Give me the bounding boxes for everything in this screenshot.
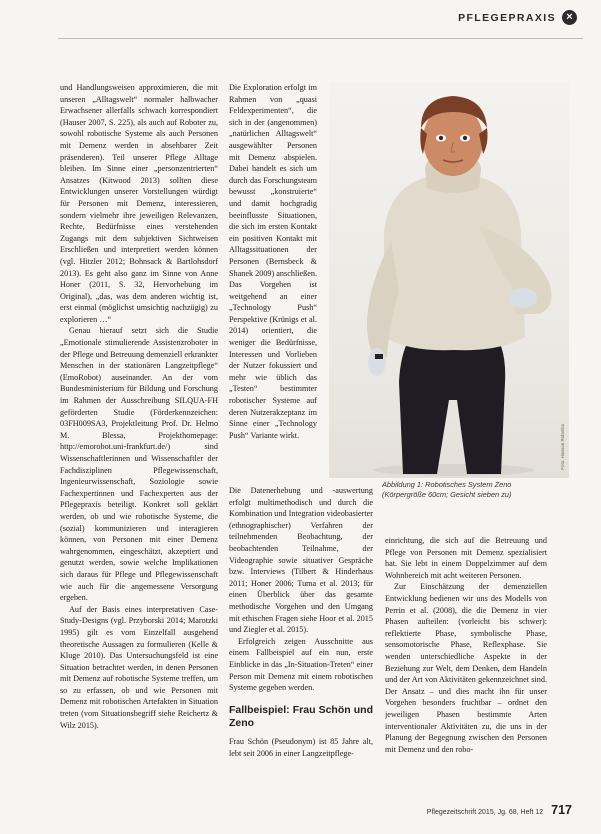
text-column-3	[385, 535, 547, 813]
paragraph: Die Datenerhebung und -auswertung erfolgt multimethodisch und durch die Kombination und Integration videobasierter (ethnographischer) Verfahren der teilnehmenden Beobachtung, der beobachtenden Teilnahme, der Videographie sowie situativer Gespräche bzw. Interviews (Tilbert & Hinderhaus 2011; Honer 2006; Tuma et al. 2013; für einen Überblick über das gesamte methodische Vorgehen und den Umgang mit ethischen Fragen siehe Hoor et al. 2015 und Ziegler et al. 2015).	[229, 486, 373, 635]
section-label: PFLEGEPRAXIS	[458, 11, 556, 24]
robot-figure-illustration	[329, 82, 569, 478]
header-rule	[58, 38, 583, 39]
case-study-section	[229, 694, 373, 824]
text-column-2	[229, 82, 317, 458]
paragraph: und Handlungsweisen approximieren, die mit unseren „Alltagswelt“ normaler halbwacher Erwachsener allerfalls schwach korrespondiert (Hauser 2007, S. 225), als auch auf Roboter zu, sowohl robotische Systeme als auch Personen mit Demenz werden in absehbarer Zeit präsenderen). Teil unserer Pflege Alltage bleiben. Im Sinne einer „personzentrierten“ Ansatzes (Kitwood 2013) sollten diese Entwicklungen unserer Vorstellungen würdigt für Personen mit Demenz, interessieren, sondern vielmehr ihre jeweiligen Relevanzen, Rechte, Bedürfnisse eines verstehenden Zugangs mit dem subjektiven Sichtweisen Erschließen und interpretiert werden können (vgl. Hitzler 2012; Bohnsack & Bartlohsdorf 2013). Es geht also ganz im Sinne von Anne Honer (2011, S. 32, Hervorhebung im Original), „das, was dem anderen wichtig ist, erst einmal (möglichst umsichtig nachzügig) zu explorieren …“	[60, 83, 218, 324]
section-header	[458, 10, 577, 25]
paragraph: Erfolgreich zeigen Ausschnitte aus einem Fallbeispiel auf ein nun, erste Einblicke in das „In-Situation-Treten“ einer Person mit Demenz mit einem robotischen Systeme gegeben werden.	[229, 636, 373, 693]
text-column-2-lower	[229, 485, 373, 693]
figure-caption: Abbildung 1: Robotisches System Zeno (Körpergröße 60cm; Gesicht sieben zu)	[382, 480, 512, 499]
paragraph: Auf der Basis eines interpretativen Case-Study-Designs (vgl. Przyborski 2014; Marotzki 1995) gilt es vom Einzelfall ausgehend theoretische Aussagen zu formulieren (Kelle & Kluge 2010). Das Untersuchungsfeld ist eine Situation betrachtet werden, in denen Personen mit Demenz auf robotische Systeme treffen, um so zu erfassen, ob und wie Personen mit Demenz mit robotischen Artefakten in Situation treten (vom Situationsbegriff siehe Reichertz & Wilz 2015).	[60, 604, 218, 730]
paragraph: Genau hierauf setzt sich die Studie „Emotionale stimulierende Assistenzroboter in der Pflege und Betreuung demenziell erkrankter Menschen in der stationären Langzeitpflege“ (EmoRobot) auseinander. An der vom Bundesministerium für Bildung und Forschung im Rahmen der Ausschreibung SILQUA-FH geförderten Studie (Förderkennzeichen: 03FH009SA3, Projektleitung Prof. Dr. Helmo M. Blessa, Projekthomepage: http://emorobot.uni-frankfurt.de/) sind Wissenschaftlerinnen und Wissenschaftler der Fachdisziplinen Pflegewissenschaft, Ingenieurwissenschaft, Soziologie sowie Fachexpertinnen und Fachexperten aus der Pflegepraxis beteiligt. Konkret soll geklärt werden, ob und wie robotische Systeme, die (sozial) kommunizieren und interagieren können, von Personen mit einer Demenz wahrgenommen, eingeschätzt, akzeptiert und genutzt werden, sowie welche Implikationen sich daraus für Pflege und Pflegewissenschaft wie auch für die angemessene Versorgung ergeben.	[60, 326, 218, 603]
paragraph: Die Exploration erfolgt im Rahmen von „quasi Feldexperimenten“, die sich in der (angenommen) „natürlichen Alltagswelt“ ausgewählter Personen mit Demenz abspielen. Dabei handelt es sich um durch das Forschungsteam bewusst „konstruierte“ und damit hochgradig beeinflusste Situationen, die sich im ersten Kontakt ein positiven Kontakt mit Alltagssituationen der Personen (Bernsbeck & Shanek 2009) anschließen. Das Vorgehen ist weitgehend an einer „Technology Push“ Perspektive (Krünigs et al. 2014) orientiert, die weniger die Bedürfnisse, Interessen und Vorlieben der Nutzer fokussiert und mehr wie üblich das „Testen“ bestimmter robotischer Systeme auf deren Nutzerakzeptanz im Sinne einer „Technology Push“ Variante wirkt.	[229, 83, 317, 440]
paragraph: Zur Einschätzung der demenziellen Entwicklung bedienen wir uns des Modells von Perrin et al. (2008), die die Demenz in vier Phasen aufteilen: (vorleicht bis schwer): reflektierte Phase, symbolische Phase, sensomotorische Phase, Reflexphase. Sie wenden unterschiedliche Aspekte in der Beziehung zur Welt, dem Denken, dem Handeln und der Art von Aktivitäten gekennzeichnet sind. Der Ansatz – und dies macht ihn für unser Vorgehen besonders fruchtbar – ordnet den jeweiligen Phasen bestimmte Arten interventionaler Aktivitäten zu, die uns in der Planung der Begegnung zwischen den Personen mit Demenz und den robo-	[385, 582, 547, 754]
robot-photo	[329, 82, 569, 478]
photo-credit: Foto: Hanson Robotics	[560, 424, 565, 470]
page-header	[0, 0, 601, 40]
paragraph: einrichtung, die sich auf die Betreuung und Pflege von Personen mit Demenz spezialisiert hat. Sie lebt in einem Doppelzimmer auf dem Wohnbereich mit acht weiteren Personen.	[385, 536, 547, 580]
x-circle-icon: ×	[562, 10, 577, 25]
paragraph: Frau Schön (Pseudonym) ist 85 Jahre alt, lebt seit 2006 in einer Langzeitpflege-	[229, 737, 373, 758]
text-column-1	[60, 82, 218, 810]
page-number: 717	[551, 803, 572, 817]
page-footer	[400, 803, 572, 817]
section-heading: Fallbeispiel: Frau Schön und Zeno	[229, 704, 373, 729]
journal-citation: Pflegezeitschrift 2015, Jg. 68, Heft 12	[426, 809, 544, 816]
